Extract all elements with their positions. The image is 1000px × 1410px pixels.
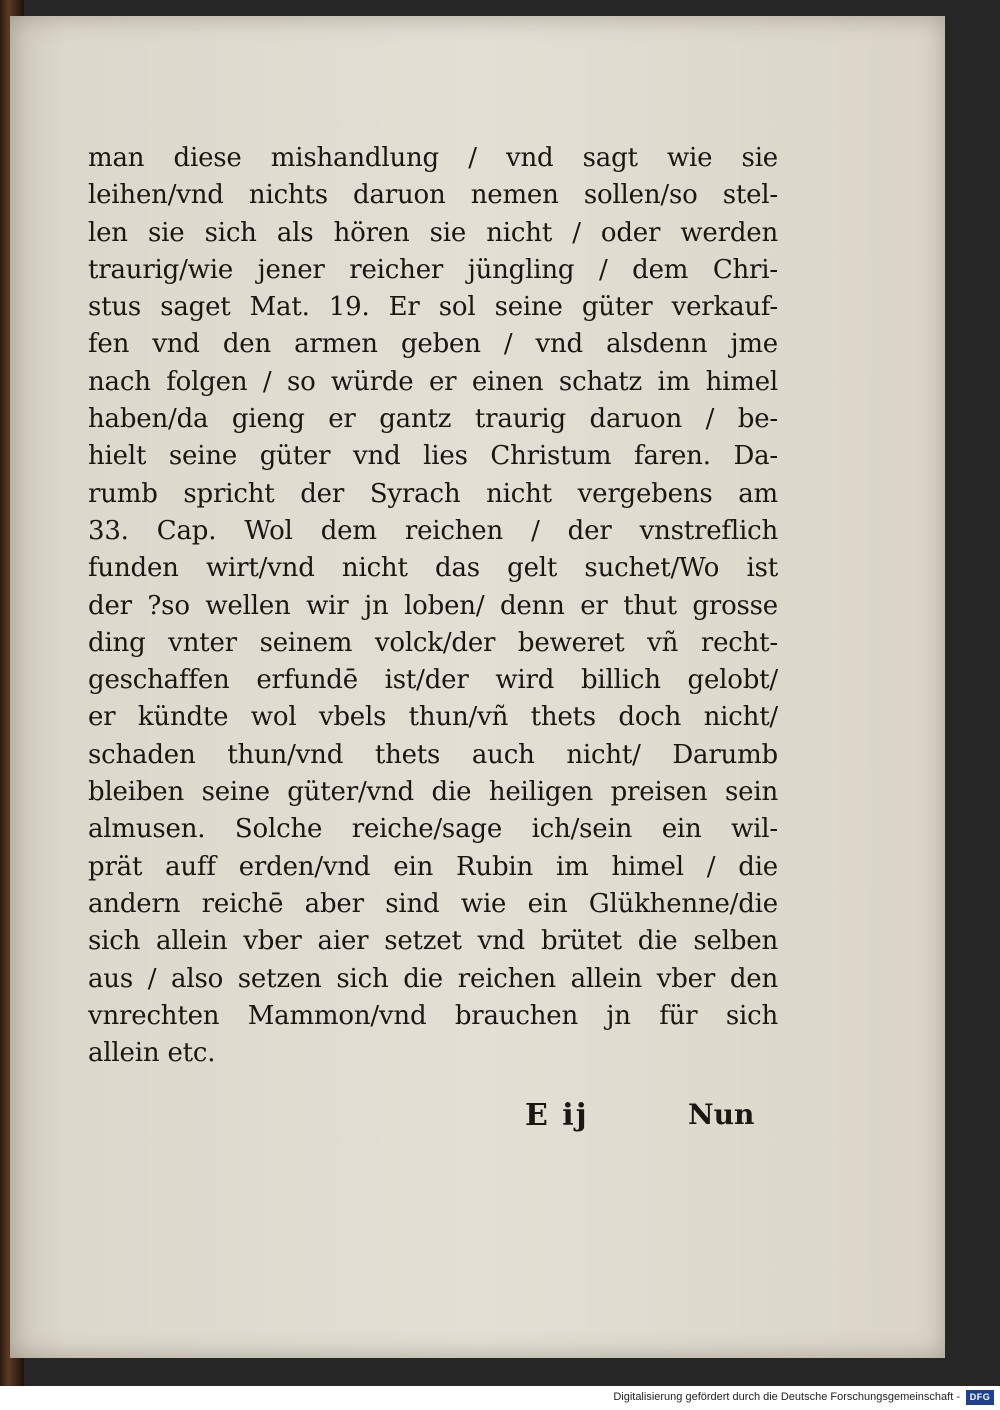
text-line: haben/da gieng er gantz traurig daruon / be- xyxy=(88,404,778,435)
footer-credit: Digitalisierung gefördert durch die Deutsche Forschungsgemeinschaft - xyxy=(613,1391,960,1403)
text-line: ding vnter seinem volck/der beweret vñ recht- xyxy=(88,627,778,658)
text-line: leihen/vnd nichts daruon nemen sollen/so stel- xyxy=(88,180,778,211)
text-line: er kündte wol vbels thun/vñ thets doch nicht/ xyxy=(88,702,778,733)
text-line: schaden thun/vnd thets auch nicht/ Darumb xyxy=(88,739,778,770)
text-line: der ?so wellen wir jn loben/ denn er thut grosse xyxy=(88,590,778,621)
text-line: traurig/wie jener reicher jüngling / dem Chri- xyxy=(88,254,778,285)
text-line: rumb spricht der Syrach nicht vergebens am xyxy=(88,478,778,509)
catchword: Nun xyxy=(688,1098,755,1131)
text-line: prät auff erden/vnd ein Rubin im himel / die xyxy=(88,851,778,882)
text-line: sich allein vber aier setzet vnd brütet die selben xyxy=(88,926,778,957)
footer-bar xyxy=(0,1386,1000,1410)
text-line: geschaffen erfundē ist/der wird billich gelobt/ xyxy=(88,665,778,696)
text-line: bleiben seine güter/vnd die heiligen preisen sein xyxy=(88,777,778,808)
signature-mark: E ij xyxy=(525,1098,589,1133)
text-line: len sie sich als hören sie nicht / oder werden xyxy=(88,217,778,248)
text-line: man diese mishandlung / vnd sagt wie sie xyxy=(88,143,778,173)
page-text-block xyxy=(88,140,778,1072)
text-line: funden wirt/vnd nicht das gelt suchet/Wo ist xyxy=(88,553,778,584)
text-line: stus saget Mat. 19. Er sol seine güter verkauf- xyxy=(88,292,778,323)
text-line: hielt seine güter vnd lies Christum faren. Da- xyxy=(88,441,778,472)
text-line: aus / also setzen sich die reichen allein vber den xyxy=(88,963,778,994)
text-line: vnrechten Mammon/vnd brauchen jn für sich xyxy=(88,1000,778,1031)
dfg-logo-icon: DFG xyxy=(966,1390,994,1405)
text-line: almusen. Solche reiche/sage ich/sein ein wil- xyxy=(88,814,778,845)
text-line: allein etc. xyxy=(88,1038,216,1069)
text-line: 33. Cap. Wol dem reichen / der vnstreflich xyxy=(88,515,778,546)
text-line: nach folgen / so würde er einen schatz im himel xyxy=(88,366,778,397)
text-line: andern reichē aber sind wie ein Glükhenne/die xyxy=(88,888,778,919)
text-line: fen vnd den armen geben / vnd alsdenn jme xyxy=(88,329,778,360)
